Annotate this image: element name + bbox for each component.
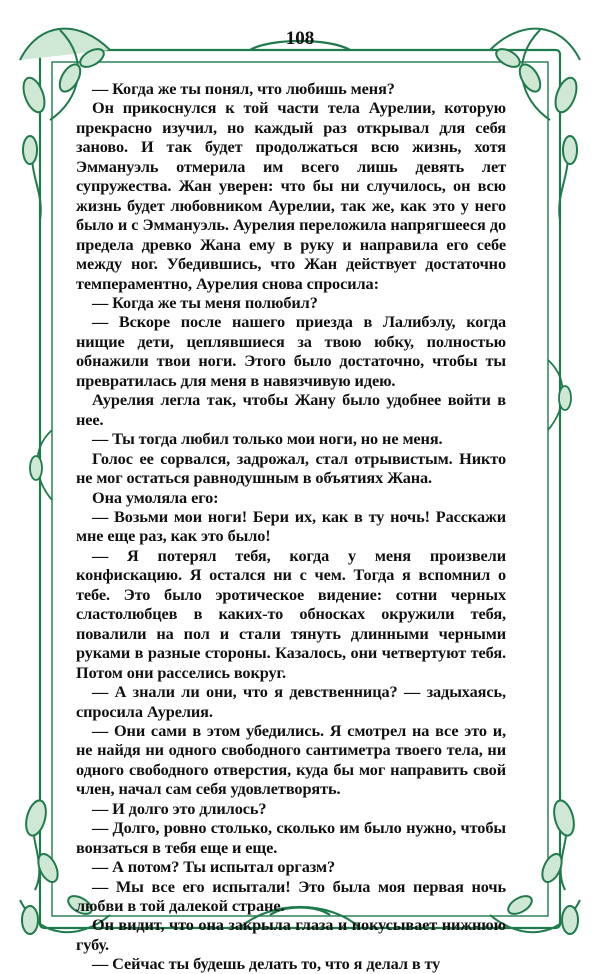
paragraph: — И долго это длилось? (92, 798, 267, 818)
paragraph: — Мы все его испытали! Это была моя первая ночь любви в той далекой стране. (76, 876, 506, 916)
page-number: 108 (285, 28, 315, 49)
paragraph: — А знали ли они, что я девственница? — задыхаясь, спросила Аурелия. (76, 682, 506, 721)
paragraph: — Они сами в этом убедились. Я смотрел на все это и, не найдя ни одного свободного сантиметра твоего тела, ни одного свободного отверстия, куда бы мог направить свой член, начал сам себя удовлетворять. (76, 720, 506, 799)
paragraph: — А потом? Ты испытал оргазм? (92, 857, 335, 877)
paragraph: Она умоляла его: (92, 487, 219, 507)
paragraph: — Когда же ты меня полюбил? (92, 292, 318, 312)
paragraph: Он прикоснулся к той части тела Аурелии, которую прекрасно изучил, но каждый раз открывал для себя заново. И так будет продолжаться всю жизнь, хотя Эммануэль отмерила им всего лишь девять лет супружества. Жан уверен: что бы ни случилось, он всю жизнь будет любовником Аурелии, так же, как это у него было и с Эммануэль. Аурелия переложила напрягшееся до предела древко Жана ему в руку и направила его себе между ног. Убедившись, что Жан действует достаточно темпераментно, Аурелия снова спросила: (76, 98, 506, 293)
paragraph: — Сейчас ты будешь делать то, что я делал в ту (92, 954, 441, 974)
paragraph: Голос ее сорвался, задрожал, стал отрывистым. Никто не мог остаться равнодушным в объятиях Жана. (76, 448, 506, 488)
paragraph: Аурелия легла так, чтобы Жану было удобнее войти в нее. (76, 390, 506, 429)
paragraph: — Я потерял тебя, когда у меня произвели конфискацию. Я остался ни с чем. Тогда я вспомнил о тебе. Это было эротическое видение: сотни черных сластолюбцев в каких-то обносках окружили тебя, повалили на пол и стали тянуть длинными черными руками в разные стороны. Казалось, они четвертуют тебя. Потом они расселись вокруг. (76, 545, 506, 682)
body-text (76, 79, 506, 974)
paragraph: — Вскоре после нашего приезда в Лалибэлу, когда нищие дети, цеплявшиеся за твою юбку, полностью обнажили твои ноги. Этого было достаточно, чтобы ты превратилась для меня в навязчивую идею. (76, 312, 506, 390)
paragraph: — Ты тогда любил только мои ноги, но не меня. (92, 429, 443, 449)
paragraph: Он видит, что она закрыла глаза и покусывает нижнюю губу. (76, 915, 506, 954)
paragraph: — Возьми мои ноги! Бери их, как в ту ночь! Расскажи мне еще раз, как это было! (76, 506, 506, 546)
paragraph: — Когда же ты понял, что любишь меня? (92, 79, 395, 98)
paragraph: — Долго, ровно столько, сколько им было нужно, чтобы вонзаться в тебя еще и еще. (76, 818, 506, 857)
